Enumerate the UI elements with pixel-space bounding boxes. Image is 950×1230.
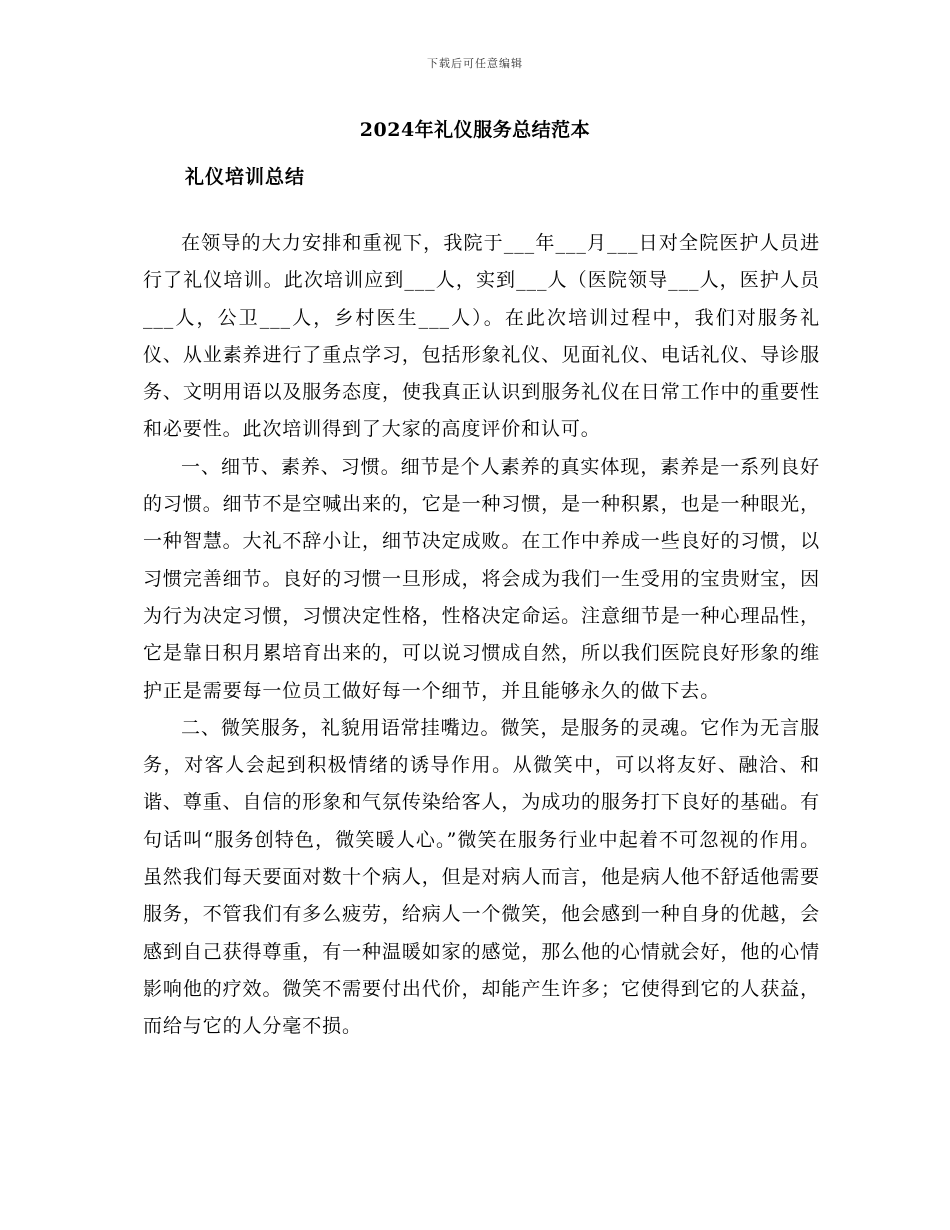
document-title: 2024年礼仪服务总结范本 xyxy=(359,119,591,141)
paragraph-intro: 在领导的大力安排和重视下，我院于___年___月___日对全院医护人员进行了礼仪培训。此次培训应到___人，实到___人（医院领导___人，医护人员___人，公卫___人，乡村医生___人）。在此次培训过程中，我们对服务礼仪、从业素养进行了重点学习，包括形象礼仪、见面礼仪、电话礼仪、导诊服务、文明用语以及服务态度，使我真正认识到服务礼仪在日常工作中的重要性和必要性。此次培训得到了大家的高度评价和认可。 xyxy=(143,232,820,441)
paragraph-details-habits: 一、细节、素养、习惯。细节是个人素养的真实体现，素养是一系列良好的习惯。细节不是空喊出来的，它是一种习惯，是一种积累，也是一种眼光，一种智慧。大礼不辞小让，细节决定成败。在工作中养成一些良好的习惯，以习惯完善细节。良好的习惯一旦形成，将会成为我们一生受用的宝贵财宝，因为行为决定习惯，习惯决定性格，性格决定命运。注意细节是一种心理品性，它是靠日积月累培育出来的，可以说习惯成自然，所以我们医院良好形象的维护正是需要每一位员工做好每一个细节，并且能够永久的做下去。 xyxy=(143,455,820,702)
paragraph-smile-service: 二、微笑服务，礼貌用语常挂嘴边。微笑，是服务的灵魂。它作为无言服务，对客人会起到积极情绪的诱导作用。从微笑中，可以将友好、融洽、和谐、尊重、自信的形象和气氛传染给客人，为成功的服务打下良好的基础。有句话叫“服务创特色，微笑暖人心。”微笑在服务行业中起着不可忽视的作用。虽然我们每天要面对数十个病人，但是对病人而言，他是病人他不舒适他需要服务，不管我们有多么疲劳，给病人一个微笑，他会感到一种自身的优越，会感到自己获得尊重，有一种温暖如家的感觉，那么他的心情就会好，他的心情影响他的疗效。微笑不需要付出代价，却能产生许多；它使得到它的人获益，而给与它的人分毫不损。 xyxy=(143,716,820,1038)
section-heading: 礼仪培训总结 xyxy=(185,166,306,188)
header-note: 下载后可任意编辑 xyxy=(427,57,523,70)
document-body xyxy=(143,225,820,1046)
